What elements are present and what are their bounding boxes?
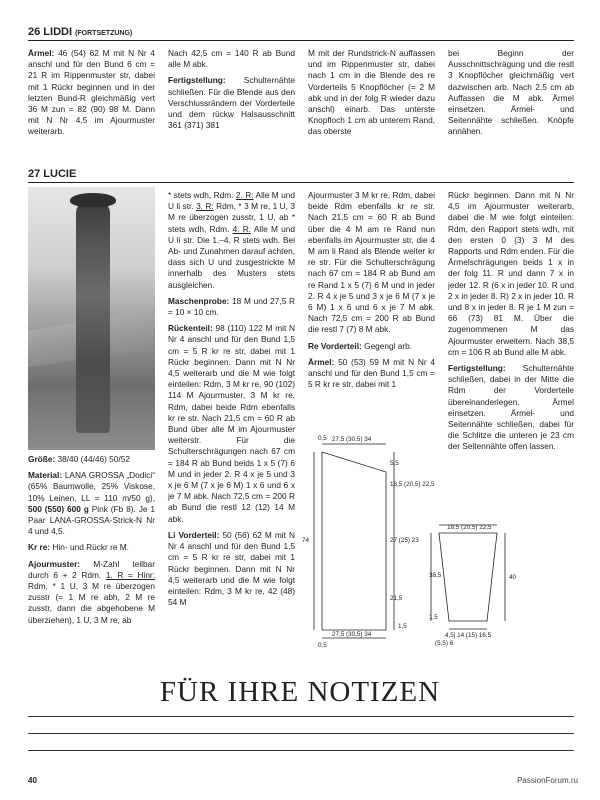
text: bei Beginn der Ausschnittschrägung und die restl 3 Knopflöcher gleichmäßig vert dazwischen arb. Nach 2,5 cm ab Auffassen die M abk. Ärmel einsetzen. Ärmel- und Seitennähte schließen. Knöpfe annähen. (448, 48, 574, 137)
label-fertigstellung: Fertigstellung: (448, 363, 506, 374)
notes-line (28, 750, 574, 751)
text: Pink (Fb 8). Je 1 Paar LANA-GROSSA-Strick-N Nr 4 und 4,5. (28, 503, 155, 537)
text: Schulternähte schließen, dabei in der Mitte die Rdm der Vorderteile übereinanderlegen. Ärmel einsetzen. Ärmel- und Seitennähte schließen, dabei für die Schlitze die unteren je 23 cm der Seitennähte offen lassen. (448, 363, 574, 452)
photo-hat (70, 193, 116, 207)
dim-label: 0,5 (318, 642, 327, 649)
label-material: Material: (28, 470, 63, 481)
lucie-col-3 (308, 190, 435, 395)
label-rueckenteil: Rückenteil: (168, 323, 213, 334)
title-text: 27 LUCIE (28, 168, 77, 180)
row-label: 3. R: (196, 201, 214, 212)
text: 38/40 (44/46) 50/52 (57, 454, 130, 464)
dim-label: 38,5 (429, 572, 442, 579)
liddi-col-4 (448, 48, 574, 143)
liddi-col-1 (28, 48, 155, 143)
dim-label: (5,5) 6 (435, 640, 454, 647)
dim-label: 4,5| 14 (15) 16,5 (445, 632, 492, 639)
label-groesse: Größe: (28, 454, 56, 464)
label-maschenprobe: Maschenprobe: (168, 295, 230, 306)
label-ajour: Ajourmuster: (28, 558, 81, 569)
text: Alle M und U li str. (168, 190, 296, 212)
dim-label: 18,5 (20,5) 22,5 (390, 481, 435, 488)
liddi-col-3 (308, 48, 435, 143)
body-outline (322, 452, 386, 630)
lucie-col-1 (28, 454, 155, 631)
row-label: 4. R: (232, 223, 252, 234)
watermark: PassionForum.ru (517, 776, 578, 785)
text: LANA GROSSA „Dodici“ (65% Baumwolle, 25% Viskose, 10% Leinen, LL = 110 m/50 g), (28, 470, 156, 503)
photo-figure (76, 201, 110, 433)
dim-label: 27,5 (30,5) 34 (332, 436, 372, 443)
label-re-vorderteil: Re Vorderteil: (308, 340, 362, 351)
text: * stets wdh, Rdm. (168, 190, 234, 200)
label-li-vorderteil: Li Vorderteil: (168, 529, 220, 540)
label-aermel: Ärmel: (28, 48, 55, 58)
text: 18 M und 27,5 R = 10 × 10 cm. (168, 295, 296, 318)
text: 50 (53) 59 M mit N Nr 4 anschl und für den Bund 1,5 cm = 5 R kr re str, dabei mit 1 (308, 356, 435, 390)
text: 46 (54) 62 M mit N Nr 4 anschl und für den Bund 6 cm = 21 R im Rippenmuster str, dabei mit 1 Rückr beginnen und in der letzten Bund-R gleichmäßig vert 36 M zun = 82 (90) 98 M. Dann mit N Nr 4,5 im Ajourmuster weiterarb. (28, 48, 155, 137)
dim-label: 74 (302, 537, 310, 544)
text: M mit der Rundstrick-N auffassen und im Rippenmuster str, dabei nach 1 cm in die Blende des re Vorderteils 5 Knopflöcher (= 2 M abk und in der folg R wieder dazu anschl) einarb. Das unterste Knopfloch 1 cm ab unterem Rand, das oberste (308, 48, 435, 137)
section-rule (28, 40, 574, 41)
row-label: 1. R = Hinr: (105, 569, 155, 580)
liddi-col-2 (168, 48, 295, 136)
dim-label: 27 (25) 23 (390, 537, 419, 544)
title-text: 26 LIDDI (28, 26, 73, 38)
text: Rdm, * 1 U, 3 M re überzogen zusstr (= 1 M re abh, 2 M re zusstr, dann die abgehobene M überziehen), 1 U, 3 M re, ab (28, 581, 155, 625)
text: M-Zahl teilbar durch 6 + 2 Rdm. (28, 558, 155, 580)
dim-label: 5,5 (390, 460, 399, 467)
sleeve-schematic (425, 515, 575, 655)
text: Rückr beginnen. Dann mit N Nr 4,5 im Ajourmuster weiterarb, dabei die M wie folgt einteilen: Rdm, den Rapport stets wdh, mit den ersten 0 (3) 3 M des Rapports und Rdm enden. Für die Ärmelschrägungen beids 1 x in der folg 11. R und dann 7 x in jeder 12. R (6 x in jeder 10. R und 2 x in jeder 8. R) 2 x in jeder 10. R und 8 x in jeder 8. R je 1 M zun = 66 (73) 81 M. Über die zugenommenen M das Ajourmuster erweitern. Nach 38,5 cm = 106 R ab Bund alle M abk. (448, 190, 574, 357)
lucie-col-4 (448, 190, 574, 458)
text: Schulternähte schließen. Für die Blende aus den Verschlussrändern der Vorderteile und dem rückw Halsausschnitt 361 (371) 381 (168, 75, 295, 131)
subtitle-text: (FORTSETZUNG) (75, 30, 133, 37)
notes-title: FÜR IHRE NOTIZEN (159, 676, 441, 708)
row-label: 2. R: (235, 190, 254, 200)
model-photo (28, 187, 155, 450)
dim-label: 1,5 (398, 623, 407, 630)
dim-label: 1,5 (429, 614, 438, 621)
notes-line (28, 716, 574, 717)
sleeve-outline (439, 533, 497, 621)
text: 50 (56) 62 M mit N Nr 4 anschl und für den Bund 1,5 cm = 5 R kr re str, dabei mit 1 Rückr beginnen. Dann mit N Nr 4,5 weiterarb und die M wie folgt einteilen: Rdm, 3 M kr re, 42 (48) 54 M (168, 529, 296, 608)
section-rule (28, 182, 574, 183)
dim-label: 18,5 (20,5) 22,5 (447, 524, 492, 531)
dim-label: 21,5 (390, 595, 403, 602)
text: Rdm, * 3 M re, 1 U, 3 M re überzogen zusstr, 1 U, ab * stets wdh, Rdm. (168, 201, 295, 234)
dim-label: 0,5 (318, 435, 327, 442)
label-krre: Kr re: (28, 542, 51, 553)
notes-line (28, 733, 574, 734)
text: Nach 42,5 cm = 140 R ab Bund alle M abk. (168, 48, 295, 70)
body-schematic (300, 430, 435, 650)
lucie-col-2 (168, 190, 295, 613)
page-number: 40 (28, 776, 37, 785)
text: Alle M und U li str. Die 1.–4. R stets wdh. Bei Ab- und Zunahmen darauf achten, dass sich U und zusgestrickte M innerhalb des Musters stets ausgleichen. (168, 223, 295, 290)
text: Hin- und Rückr re M. (52, 542, 129, 553)
dim-label: 27,5 (30,5) 34 (332, 631, 372, 638)
dim-label: 40 (509, 574, 517, 581)
yarn-amount: 500 (550) 600 g (28, 503, 89, 514)
text: 98 (110) 122 M mit N Nr 4 anschl und für den Bund 1,5 cm = 5 R kr re str, dabei mit 1 Rückr beginnen. Dann mit N Nr 4,5 weiterarb und die M wie folgt einteilen: Rdm, 3 M kr re, 90 (102) 114 M Ajourmuster, 3 M kr re, Rdm, dabei beide Rdm ebenfalls kr re str. Nach 21,5 cm = 60 R ab Bund über alle M im Ajourmuster weiterstr. Für die Schulterschrägungen nach 67 cm = 184 R ab Bund beids 1 x 5 (7) 6 M und in jeder 2. R 4 x je 5 und 3 x je 6 M (7 x je 6 M) 1 x 6 und 6 x je 7 M abk. Nach 72,5 cm = 200 R ab Bund die restl 12 (12) 14 M abk. (168, 323, 295, 524)
text: Gegengl arb. (364, 340, 413, 351)
label-fertigstellung: Fertigstellung: (168, 75, 226, 86)
section-title-liddi (28, 26, 574, 38)
label-aermel: Ärmel: (308, 356, 335, 367)
text: Ajourmuster 3 M kr re, Rdm, dabei beide Rdm ebenfalls kr re str. Nach 21,5 cm = 60 R ab Bund über die 4 M am re Rand nun ebenfalls im Ajourmuster str, die 4 M am li Rand als Blende weiter kr re str. Für die Schulterschrägung nach 67 cm = 184 R ab Bund am re Rand 1 x 5 (7) 6 M und in jeder 2. R 4 x je 5 und 3 x je 6 M (7 x je 6 M) 1 x 6 und 6 x je 7 M abk. Nach 72,5 cm = 200 R ab Bund die restl 7 (7) 8 M abk. (308, 190, 435, 335)
section-title-lucie (28, 168, 574, 180)
